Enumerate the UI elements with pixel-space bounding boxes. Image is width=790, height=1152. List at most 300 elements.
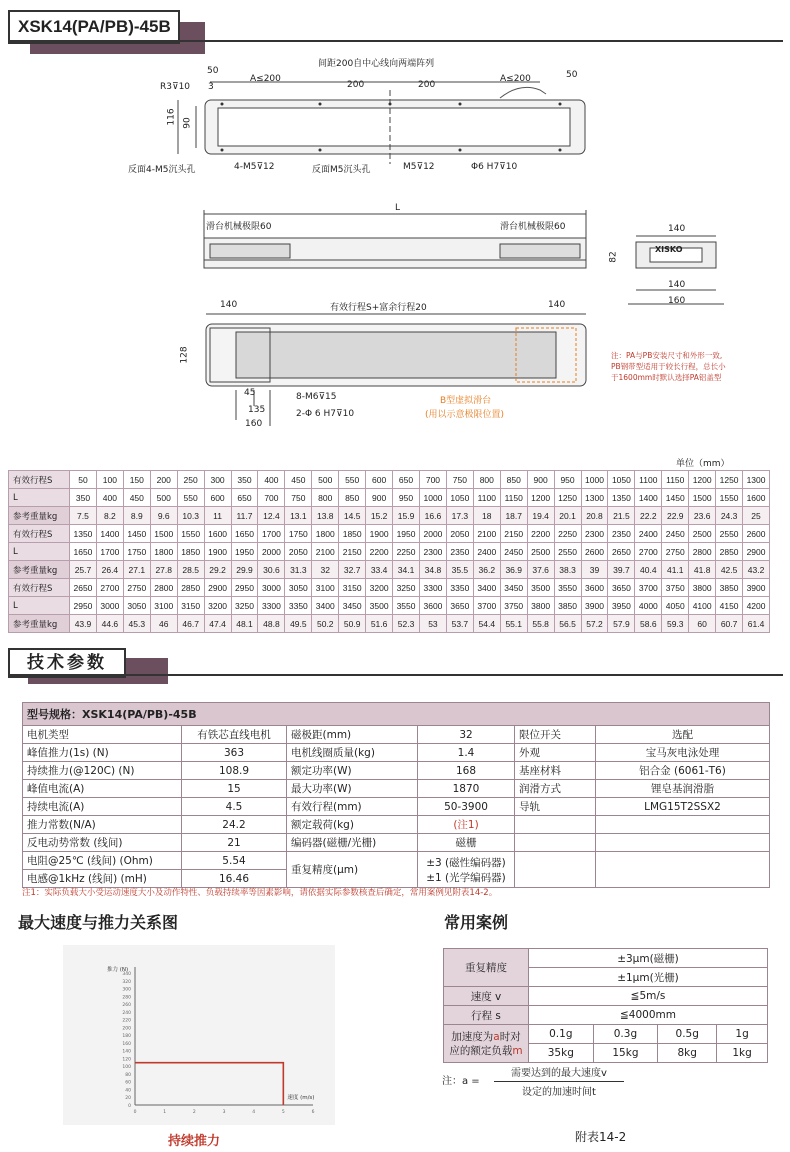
stroke-cell: 3100 (150, 597, 177, 615)
spec-cell: 额定功率(W) (287, 762, 418, 780)
case-load-label: 加速度为a时对 应的额定负载m (444, 1025, 529, 1063)
stroke-cell: 1150 (500, 489, 527, 507)
dim-label: 45 (244, 388, 256, 398)
stroke-cell: 2050 (446, 525, 473, 543)
stroke-cell: 17.3 (446, 507, 473, 525)
stroke-cell: 1000 (419, 489, 446, 507)
y-tick-label: 180 (122, 1034, 131, 1040)
stroke-cell: 39 (581, 561, 608, 579)
stroke-cell: 1650 (231, 525, 258, 543)
callout-4m5: 4-M5⊽12 (234, 162, 275, 172)
spec-row (23, 762, 770, 780)
x-tick-label: 2 (192, 1110, 196, 1115)
stroke-cell: 16.6 (419, 507, 446, 525)
stroke-cell: 3150 (177, 597, 204, 615)
stroke-cell: 550 (339, 471, 366, 489)
brand-logo: XISKO (655, 245, 683, 254)
stroke-cell: 2800 (150, 579, 177, 597)
stroke-cell: 2650 (70, 579, 97, 597)
dim-label: 128 (179, 346, 190, 364)
stroke-cell: 4050 (662, 597, 689, 615)
stroke-cell: 2700 (96, 579, 123, 597)
model-title: XSK14(PA/PB)-45B (8, 10, 180, 44)
spec-row (23, 726, 770, 744)
spec-cell: 5.54 (182, 852, 287, 870)
stroke-cell: 55.8 (527, 615, 554, 633)
stroke-cell: 2900 (743, 543, 770, 561)
stroke-cell: 2500 (689, 525, 716, 543)
stroke-cell: 3000 (258, 579, 285, 597)
dim-label: 3 (208, 82, 214, 92)
stroke-cell: 1900 (204, 543, 231, 561)
series-line-continuous-force (135, 1063, 283, 1105)
stroke-cell: 46.7 (177, 615, 204, 633)
stroke-cell: 1750 (285, 525, 312, 543)
dim-label: 135 (248, 405, 266, 415)
spec-cell: 21 (182, 834, 287, 852)
tech-rule (8, 674, 783, 676)
spec-cell: 电阻@25℃ (线间) (Ohm) (23, 852, 182, 870)
stroke-table (8, 470, 770, 633)
case-accel: 0.3g (593, 1025, 658, 1044)
stroke-cell: 43.9 (70, 615, 97, 633)
y-tick-label: 200 (122, 1026, 131, 1032)
callout-2phi6: 2-Φ 6 H7⊽10 (296, 409, 355, 419)
spec-cell: (注1) (418, 816, 515, 834)
spec-cell: 铝合金 (6061-T6) (596, 762, 770, 780)
spec-cell: 持续推力(@120C) (N) (23, 762, 182, 780)
stroke-cell: 250 (177, 471, 204, 489)
stroke-cell: 1950 (393, 525, 420, 543)
case-load: 15kg (593, 1044, 658, 1063)
stroke-cell: 1700 (258, 525, 285, 543)
stroke-cell: 36.9 (500, 561, 527, 579)
stroke-cell: 300 (204, 471, 231, 489)
stroke-row-label: 参考重量kg (9, 561, 70, 579)
formula-prefix: 注：a = (442, 1076, 480, 1087)
stroke-cell: 3300 (258, 597, 285, 615)
stroke-cell: 14.5 (339, 507, 366, 525)
chart-title: 最大速度与推力关系图 (18, 913, 179, 932)
stroke-cell: 3900 (743, 579, 770, 597)
stroke-cell: 550 (177, 489, 204, 507)
stroke-cell: 3850 (716, 579, 743, 597)
dim-label: 160 (668, 296, 686, 306)
spec-row (23, 798, 770, 816)
stroke-cell: 700 (419, 471, 446, 489)
spec-cell: 基座材料 (515, 762, 596, 780)
spec-repeat-values: ±3 (磁性编码器) ±1 (光学编码器) (418, 852, 515, 888)
stroke-cell: 3850 (554, 597, 581, 615)
stroke-cell: 2450 (500, 543, 527, 561)
x-tick-label: 1 (163, 1110, 167, 1115)
stroke-cell: 2550 (554, 543, 581, 561)
stroke-cell: 36.2 (473, 561, 500, 579)
dim-label: 200 (418, 80, 436, 90)
spec-cell: 外观 (515, 744, 596, 762)
stroke-cell: 3950 (608, 597, 635, 615)
stroke-cell: 29.2 (204, 561, 231, 579)
dim-L: L (395, 203, 401, 213)
dim-label: 140 (220, 300, 238, 310)
case-accel: 1g (717, 1025, 768, 1044)
y-tick-label: 20 (125, 1096, 131, 1102)
stroke-cell: 8.9 (123, 507, 150, 525)
stroke-cell: 400 (96, 489, 123, 507)
stroke-cell: 3750 (500, 597, 527, 615)
stroke-cell: 2350 (608, 525, 635, 543)
stroke-row (9, 471, 770, 489)
stroke-cell: 500 (150, 489, 177, 507)
stroke-cell: 2200 (527, 525, 554, 543)
stroke-cell: 3450 (500, 579, 527, 597)
stroke-cell: 3700 (635, 579, 662, 597)
force-speed-chart (63, 945, 335, 1125)
stroke-cell: 2250 (393, 543, 420, 561)
stroke-row (9, 579, 770, 597)
stroke-cell: 15.9 (393, 507, 420, 525)
tech-section-header (8, 648, 168, 684)
stroke-cell: 21.5 (608, 507, 635, 525)
stroke-cell: 2000 (258, 543, 285, 561)
stroke-cell: 1950 (231, 543, 258, 561)
stroke-cell: 43.2 (743, 561, 770, 579)
stroke-cell: 1850 (339, 525, 366, 543)
spec-cell: 选配 (596, 726, 770, 744)
side-view-drawing (196, 208, 596, 278)
stroke-cell: 57.9 (608, 615, 635, 633)
stroke-cell: 1050 (446, 489, 473, 507)
stroke-cell: 2650 (608, 543, 635, 561)
stroke-cell: 750 (446, 471, 473, 489)
stroke-cell: 60.7 (716, 615, 743, 633)
stroke-cell: 33.4 (366, 561, 393, 579)
x-tick-label: 4 (252, 1110, 256, 1115)
stroke-cell: 1300 (581, 489, 608, 507)
stroke-cell: 2700 (635, 543, 662, 561)
formula-numerator: 需要达到的最大速度v (494, 1064, 624, 1082)
b-type-sub: (用以示意极限位置) (425, 410, 505, 420)
case-repeat-label: 重复精度 (444, 949, 529, 987)
spec-cell: 电感@1kHz (线间) (mH) (23, 870, 182, 888)
stroke-cell: 1350 (70, 525, 97, 543)
case-repeat-value: ±3μm(磁栅) (529, 949, 768, 968)
spec-cell (515, 834, 596, 852)
spec-cell: 宝马灰电泳处理 (596, 744, 770, 762)
stroke-cell: 1500 (150, 525, 177, 543)
stroke-cell: 2350 (446, 543, 473, 561)
stroke-cell: 59.3 (662, 615, 689, 633)
stroke-cell: 3550 (554, 579, 581, 597)
callout-8m6: 8-M6⊽15 (296, 392, 337, 402)
stroke-cell: 32 (312, 561, 339, 579)
stroke-cell: 1350 (608, 489, 635, 507)
stroke-cell: 18 (473, 507, 500, 525)
stroke-cell: 2850 (716, 543, 743, 561)
stroke-cell: 2100 (312, 543, 339, 561)
stroke-cell: 53.7 (446, 615, 473, 633)
stroke-cell: 2300 (419, 543, 446, 561)
stroke-cell: 40.4 (635, 561, 662, 579)
spec-cell: 峰值推力(1s) (N) (23, 744, 182, 762)
stroke-cell: 25.7 (70, 561, 97, 579)
spec-cell: 重复精度(μm) (287, 852, 418, 888)
b-type-label: B型虚拟滑台 (440, 396, 492, 406)
spec-cell: 电机类型 (23, 726, 182, 744)
y-tick-label: 280 (122, 995, 131, 1001)
stroke-cell: 900 (527, 471, 554, 489)
stroke-cell: 50.2 (312, 615, 339, 633)
stroke-cell: 45.3 (123, 615, 150, 633)
stroke-cell: 3500 (527, 579, 554, 597)
spec-cell: 电机线圈质量(kg) (287, 744, 418, 762)
x-axis-label: 速度 (m/s) (287, 1095, 315, 1101)
chart-panel (63, 945, 335, 1125)
y-axis-label: 推力 (N) (107, 967, 129, 973)
stroke-cell: 26.4 (96, 561, 123, 579)
spec-cell (596, 852, 770, 888)
stroke-cell: 29.9 (231, 561, 258, 579)
stroke-cell: 1000 (581, 471, 608, 489)
stroke-cell: 30.6 (258, 561, 285, 579)
stroke-cell: 9.6 (150, 507, 177, 525)
stroke-cell: 7.5 (70, 507, 97, 525)
spec-cell: 编码器(磁栅/光栅) (287, 834, 418, 852)
case-stroke-label: 行程 s (444, 1006, 529, 1025)
stroke-cell: 1800 (312, 525, 339, 543)
y-tick-label: 160 (122, 1041, 131, 1047)
stroke-cell: 1600 (743, 489, 770, 507)
dim-label: A≤200 (250, 74, 281, 84)
spec-cell: 限位开关 (515, 726, 596, 744)
spec-cell (596, 816, 770, 834)
spec-cell: 磁极距(mm) (287, 726, 418, 744)
stroke-cell: 1100 (473, 489, 500, 507)
stroke-row-label: L (9, 489, 70, 507)
stroke-cell: 2000 (419, 525, 446, 543)
stroke-cell: 3350 (446, 579, 473, 597)
stroke-cell: 1600 (204, 525, 231, 543)
stroke-cell: 200 (150, 471, 177, 489)
pa-pb-note: 注：PA与PB安装尺寸和外形一致, PB钢带型适用于较长行程，总长小 于1600mm时默认选择PA铝盖型 (611, 351, 726, 382)
stroke-cell: 41.1 (662, 561, 689, 579)
stroke-cell: 60 (689, 615, 716, 633)
spec-row (23, 852, 770, 870)
stroke-cell: 51.6 (366, 615, 393, 633)
stroke-cell: 44.6 (96, 615, 123, 633)
stroke-cell: 2800 (689, 543, 716, 561)
stroke-cell: 3000 (96, 597, 123, 615)
spec-model-title: 型号规格：XSK14(PA/PB)-45B (23, 703, 770, 726)
spec-cell: 108.9 (182, 762, 287, 780)
stroke-cell: 500 (312, 471, 339, 489)
stroke-cell: 52.3 (393, 615, 420, 633)
spec-cell: 4.5 (182, 798, 287, 816)
case-load: 35kg (529, 1044, 594, 1063)
stroke-cell: 900 (366, 489, 393, 507)
stroke-cell: 24.3 (716, 507, 743, 525)
spec-cell: 磁栅 (418, 834, 515, 852)
stroke-cell: 11.7 (231, 507, 258, 525)
stroke-cell: 3100 (312, 579, 339, 597)
stroke-cell: 20.1 (554, 507, 581, 525)
stroke-cell: 2450 (662, 525, 689, 543)
stroke-cell: 2150 (339, 543, 366, 561)
limit-left-label: 滑台机械极限60 (206, 222, 272, 232)
y-tick-label: 80 (125, 1072, 131, 1078)
stroke-cell: 800 (473, 471, 500, 489)
stroke-cell: 3300 (419, 579, 446, 597)
stroke-cell: 2150 (500, 525, 527, 543)
cases-table (443, 948, 768, 1063)
top-view-drawing (160, 60, 600, 170)
y-tick-label: 300 (122, 987, 131, 993)
x-tick-label: 0 (133, 1110, 137, 1115)
callout-phi6: Φ6 H7⊽10 (471, 162, 518, 172)
x-tick-label: 6 (311, 1110, 315, 1115)
stroke-cell: 1200 (527, 489, 554, 507)
stroke-cell: 12.4 (258, 507, 285, 525)
stroke-cell: 32.7 (339, 561, 366, 579)
case-load: 8kg (658, 1044, 717, 1063)
stroke-cell: 18.7 (500, 507, 527, 525)
dim-label: A≤200 (500, 74, 531, 84)
case-accel: 0.1g (529, 1025, 594, 1044)
stroke-cell: 56.5 (554, 615, 581, 633)
y-tick-label: 260 (122, 1003, 131, 1009)
stroke-cell: 25 (743, 507, 770, 525)
stroke-cell: 350 (70, 489, 97, 507)
stroke-cell: 950 (393, 489, 420, 507)
stroke-row-label: 参考重量kg (9, 507, 70, 525)
stroke-cell: 1250 (716, 471, 743, 489)
stroke-cell: 3200 (204, 597, 231, 615)
stroke-cell: 100 (96, 471, 123, 489)
stroke-cell: 2500 (527, 543, 554, 561)
stroke-cell: 39.7 (608, 561, 635, 579)
stroke-cell: 3500 (366, 597, 393, 615)
stroke-cell: 48.1 (231, 615, 258, 633)
spec-table (22, 702, 770, 888)
stroke-cell: 4150 (716, 597, 743, 615)
stroke-cell: 3450 (339, 597, 366, 615)
spec-row (23, 780, 770, 798)
case-accel: 0.5g (658, 1025, 717, 1044)
stroke-cell: 35.5 (446, 561, 473, 579)
stroke-cell: 2850 (177, 579, 204, 597)
stroke-cell: 4000 (635, 597, 662, 615)
spec-footnote: 注1：实际负载大小受运动速度大小及动作特性、负载持续率等因素影响，请依据实际参数核查后确定，常用案例见附表14-2。 (22, 888, 498, 898)
stroke-cell: 1100 (635, 471, 662, 489)
dim-label: 140 (668, 280, 686, 290)
y-tick-label: 320 (122, 979, 131, 985)
spec-cell: 导轨 (515, 798, 596, 816)
x-tick-label: 5 (281, 1110, 285, 1115)
spec-cell: LMG15T2SSX2 (596, 798, 770, 816)
spec-cell: 峰值电流(A) (23, 780, 182, 798)
stroke-row-label: L (9, 543, 70, 561)
stroke-cell: 1400 (96, 525, 123, 543)
stroke-cell: 750 (285, 489, 312, 507)
stroke-cell: 3400 (473, 579, 500, 597)
y-tick-label: 0 (128, 1104, 131, 1109)
stroke-cell: 2950 (70, 597, 97, 615)
stroke-cell: 1150 (662, 471, 689, 489)
stroke-cell: 3700 (473, 597, 500, 615)
stroke-cell: 49.5 (285, 615, 312, 633)
stroke-cell: 1750 (123, 543, 150, 561)
stroke-cell: 54.4 (473, 615, 500, 633)
stroke-cell: 28.5 (177, 561, 204, 579)
spec-cell (515, 852, 596, 888)
stroke-cell: 1300 (743, 471, 770, 489)
stroke-cell: 22.9 (662, 507, 689, 525)
case-load: 1kg (717, 1044, 768, 1063)
stroke-cell: 41.8 (689, 561, 716, 579)
spec-cell: 32 (418, 726, 515, 744)
stroke-cell: 22.2 (635, 507, 662, 525)
stroke-cell: 450 (123, 489, 150, 507)
dim-stroke-label: 有效行程S+富余行程20 (330, 303, 427, 313)
stroke-cell: 34.1 (393, 561, 420, 579)
stroke-cell: 50 (70, 471, 97, 489)
stroke-row (9, 525, 770, 543)
dim-label: 50 (207, 66, 219, 76)
stroke-cell: 8.2 (96, 507, 123, 525)
stroke-cell: 650 (393, 471, 420, 489)
spec-row (23, 816, 770, 834)
stroke-cell: 57.2 (581, 615, 608, 633)
stroke-cell: 19.4 (527, 507, 554, 525)
spec-cell (515, 816, 596, 834)
callout-back-m5: 反面M5沉头孔 (312, 165, 371, 175)
y-tick-label: 240 (122, 1010, 131, 1016)
spec-cell: 363 (182, 744, 287, 762)
stroke-cell: 3600 (419, 597, 446, 615)
stroke-cell: 1550 (177, 525, 204, 543)
stroke-cell: 1400 (635, 489, 662, 507)
stroke-cell: 2250 (554, 525, 581, 543)
stroke-cell: 34.8 (419, 561, 446, 579)
stroke-cell: 1450 (123, 525, 150, 543)
stroke-cell: 2200 (366, 543, 393, 561)
spec-cell: 15 (182, 780, 287, 798)
stroke-cell: 1050 (608, 471, 635, 489)
tech-section-title: 技术参数 (8, 648, 126, 678)
stroke-cell: 3400 (312, 597, 339, 615)
stroke-cell: 2400 (635, 525, 662, 543)
stroke-cell: 3250 (393, 579, 420, 597)
dim-label: 200 (347, 80, 365, 90)
stroke-cell: 2600 (581, 543, 608, 561)
stroke-cell: 10.3 (177, 507, 204, 525)
stroke-cell: 58.6 (635, 615, 662, 633)
stroke-cell: 1850 (177, 543, 204, 561)
r3-label: R3⊽10 (160, 82, 191, 92)
spec-cell: 推力常数(N/A) (23, 816, 182, 834)
spec-cell: 24.2 (182, 816, 287, 834)
appendix-label: 附表14-2 (575, 1130, 627, 1144)
spec-cell: 反电动势常数 (线间) (23, 834, 182, 852)
y-tick-label: 120 (122, 1057, 131, 1063)
spec-cell: 1870 (418, 780, 515, 798)
stroke-cell: 15.2 (366, 507, 393, 525)
y-tick-label: 100 (122, 1065, 131, 1071)
stroke-cell: 47.4 (204, 615, 231, 633)
stroke-cell: 42.5 (716, 561, 743, 579)
stroke-cell: 11 (204, 507, 231, 525)
formula-denominator: 设定的加速时间t (522, 1087, 596, 1098)
